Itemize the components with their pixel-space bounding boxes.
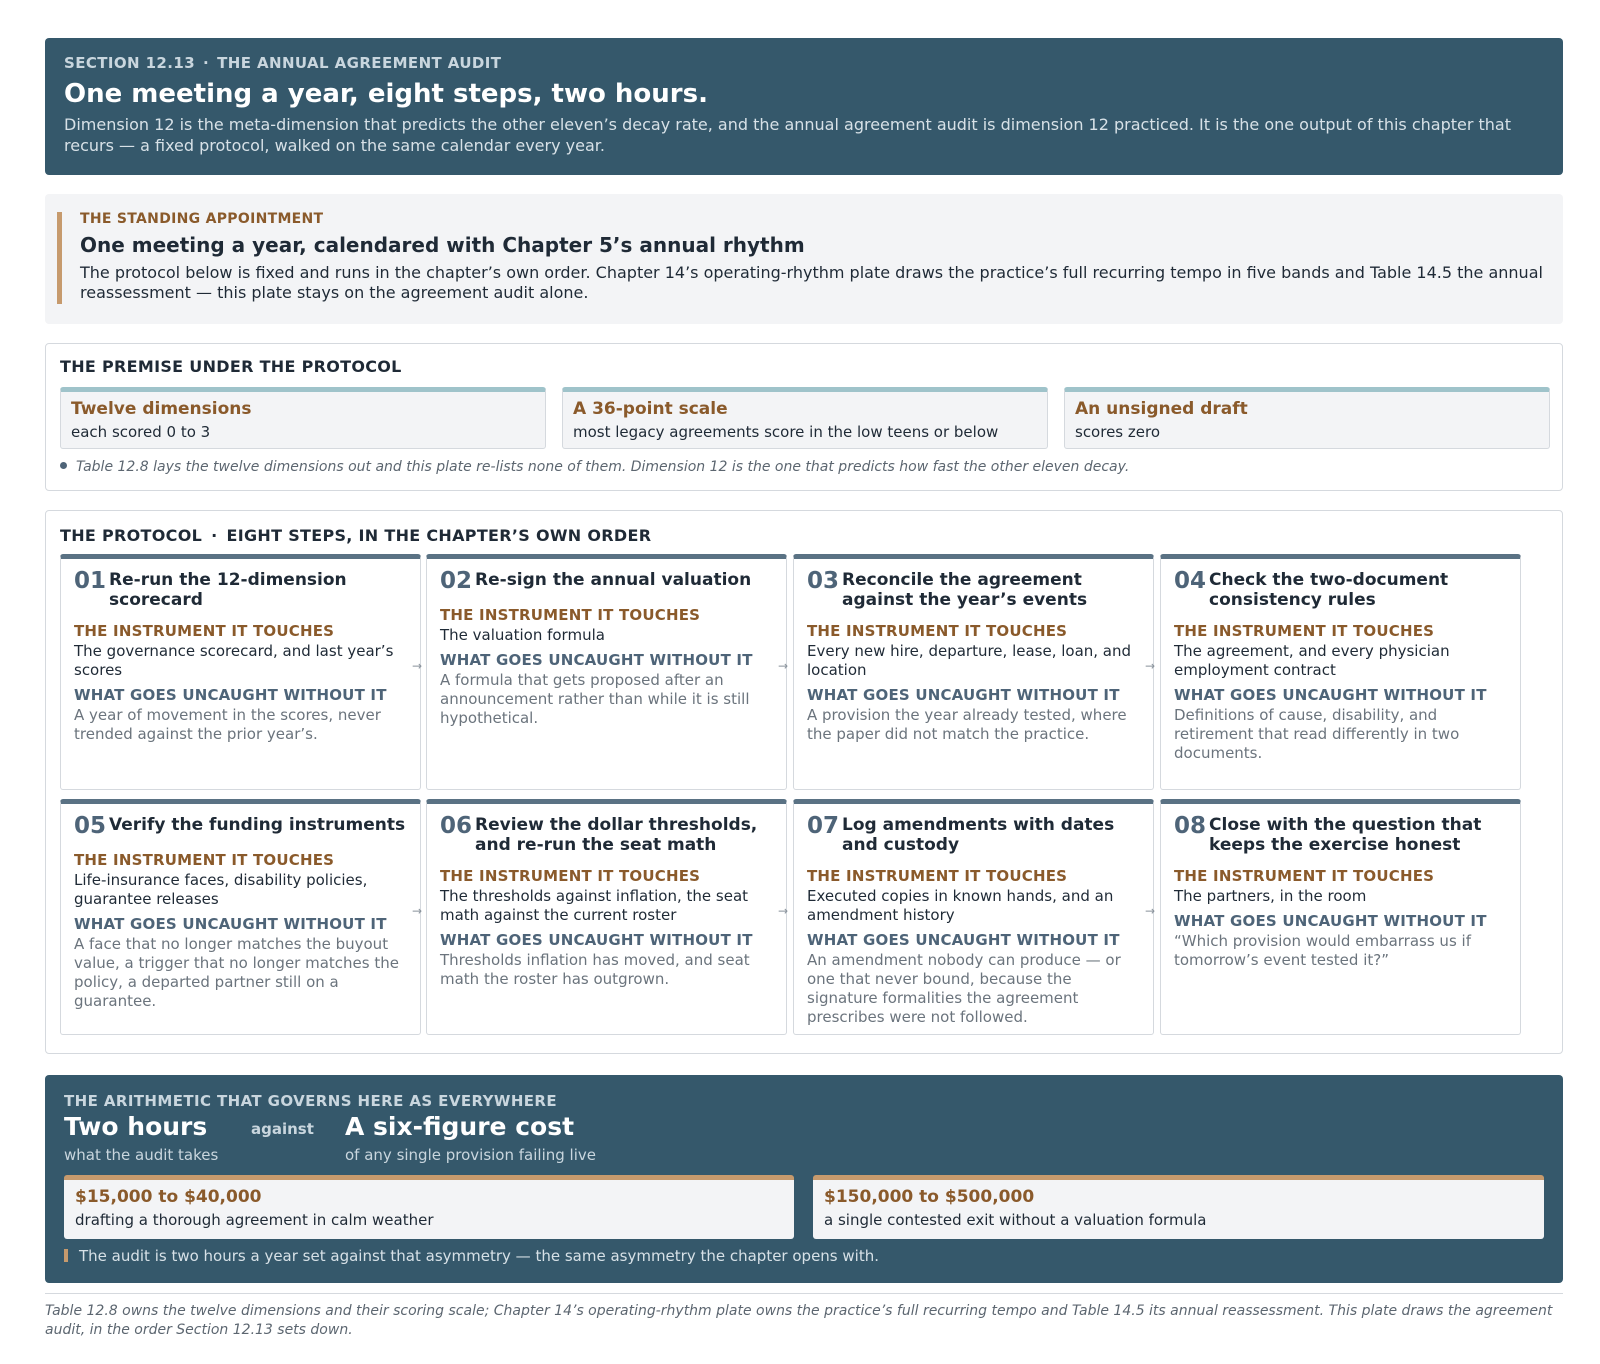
instrument-text: The valuation formula (440, 626, 605, 644)
premise-title: THE PREMISE UNDER THE PROTOCOL (60, 357, 402, 376)
instrument-text: The governance scorecard, and last year’s scores (74, 642, 394, 679)
uncaught-text: Definitions of cause, disability, and retirement that read differently in two documents. (1174, 706, 1460, 762)
uncaught-text: A provision the year already tested, where the paper did not match the practice. (807, 706, 1127, 743)
premise-note (60, 459, 1129, 475)
step-title: Close with the question that keeps the exercise honest (1209, 815, 1482, 855)
premise-cards (60, 387, 1550, 449)
instrument-label: THE INSTRUMENT IT TOUCHES (440, 867, 701, 885)
premise-card-sub: each scored 0 to 3 (71, 423, 211, 441)
section-eyebrow (64, 54, 1544, 72)
instrument-label: THE INSTRUMENT IT TOUCHES (807, 622, 1068, 640)
arrow-right-icon: → (778, 659, 789, 673)
step-number: 08 (1174, 813, 1207, 839)
step-number: 07 (807, 813, 840, 839)
instrument-label: THE INSTRUMENT IT TOUCHES (1174, 867, 1435, 885)
uncaught-label: WHAT GOES UNCAUGHT WITHOUT IT (1174, 686, 1487, 704)
callout-body: The protocol below is fixed and runs in the chapter’s own order. Chapter 14’s operating-rhythm plate draws the practice’s full recurring tempo in five bands and Table 14.5 the annual reassessment — this plate stays on the agreement audit alone. (80, 263, 1543, 302)
dot-bullet-icon (60, 462, 67, 469)
footer-divider (45, 1293, 1563, 1294)
arithmetic-note-text: The audit is two hours a year set against that asymmetry — the same asymmetry the chapter opens with. (79, 1247, 879, 1265)
protocol-title-main: THE PROTOCOL (60, 526, 203, 545)
uncaught-text: A year of movement in the scores, never trended against the prior year’s. (74, 706, 381, 743)
instrument-text: The thresholds against inflation, the seat math against the current roster (440, 887, 749, 924)
step-number: 02 (440, 568, 473, 594)
arrow-right-icon: → (778, 904, 789, 918)
step-head (807, 568, 1140, 610)
step-number: 05 (74, 813, 107, 839)
step-card (793, 799, 1154, 1035)
premise-card (60, 387, 546, 449)
step-head (1174, 568, 1507, 610)
step-head (440, 568, 773, 594)
instrument-label: THE INSTRUMENT IT TOUCHES (440, 606, 701, 624)
arithmetic-note (64, 1247, 879, 1265)
instrument-label: THE INSTRUMENT IT TOUCHES (74, 622, 335, 640)
standing-appointment-callout (45, 194, 1563, 324)
arithmetic-panel (45, 1075, 1563, 1283)
protocol-title-sub: EIGHT STEPS, IN THE CHAPTER’S OWN ORDER (226, 526, 652, 545)
uncaught-label: WHAT GOES UNCAUGHT WITHOUT IT (440, 651, 753, 669)
arrow-right-icon: → (412, 904, 423, 918)
step-number: 06 (440, 813, 473, 839)
arithmetic-right-big: A six-figure cost (345, 1112, 575, 1141)
uncaught-text: Thresholds inflation has moved, and seat math the roster has outgrown. (440, 951, 750, 988)
separator-dot: · (211, 526, 218, 545)
step-card (793, 554, 1154, 790)
uncaught-label: WHAT GOES UNCAUGHT WITHOUT IT (807, 686, 1120, 704)
arithmetic-connector: against (251, 1120, 314, 1138)
step-title: Re-sign the annual valuation (475, 570, 752, 590)
step-title: Reconcile the agreement against the year’s events (842, 570, 1088, 610)
step-head (1174, 813, 1507, 855)
step-title: Verify the funding instruments (109, 815, 406, 835)
instrument-label: THE INSTRUMENT IT TOUCHES (807, 867, 1068, 885)
step-title: Check the two-document consistency rules (1209, 570, 1449, 610)
uncaught-label: WHAT GOES UNCAUGHT WITHOUT IT (74, 686, 387, 704)
separator-dot: · (203, 54, 210, 72)
step-card (1160, 799, 1521, 1035)
callout-title: One meeting a year, calendared with Chapter 5’s annual rhythm (80, 233, 805, 257)
premise-card-title: A 36-point scale (573, 399, 728, 419)
step-card (1160, 554, 1521, 790)
protocol-panel (45, 510, 1563, 1054)
arrow-right-icon: → (412, 659, 423, 673)
header-lede: Dimension 12 is the meta-dimension that predicts the other eleven’s decay rate, and the annual agreement audit is dimension 12 practiced. It is the one output of this chapter that recurs — a fixed protocol, walked on the same calendar every year. (64, 115, 1511, 155)
step-card (60, 799, 421, 1035)
premise-note-text: Table 12.8 lays the twelve dimensions out and this plate re-lists none of them. Dimension 12 is the one that predicts how fast the other eleven decay. (76, 459, 1130, 475)
step-number: 04 (1174, 568, 1207, 594)
page-title: One meeting a year, eight steps, two hours. (64, 79, 708, 109)
uncaught-label: WHAT GOES UNCAUGHT WITHOUT IT (440, 931, 753, 949)
cost-card-title: $15,000 to $40,000 (75, 1187, 262, 1207)
instrument-text: The agreement, and every physician employment contract (1174, 642, 1450, 679)
step-head (440, 813, 773, 855)
step-card (426, 554, 787, 790)
arrow-right-icon: → (1145, 659, 1156, 673)
header-banner (45, 38, 1563, 175)
step-title: Review the dollar thresholds, and re-run the seat math (475, 815, 758, 855)
section-label: SECTION 12.13 (64, 54, 196, 72)
callout-accent-bar (57, 212, 62, 304)
arrow-right-icon: → (1145, 904, 1156, 918)
section-topic: THE ANNUAL AGREEMENT AUDIT (217, 54, 502, 72)
arithmetic-left-sub: what the audit takes (64, 1146, 219, 1164)
callout-label: THE STANDING APPOINTMENT (80, 211, 324, 227)
step-head (74, 568, 407, 610)
step-title: Log amendments with dates and custody (842, 815, 1115, 855)
premise-card-sub: most legacy agreements score in the low teens or below (573, 423, 999, 441)
step-title: Re-run the 12-dimension scorecard (109, 570, 347, 610)
arithmetic-right-sub: of any single provision failing live (345, 1146, 596, 1164)
footer-note: Table 12.8 owns the twelve dimensions and their scoring scale; Chapter 14’s operating-rhythm plate owns the practice’s full recurring tempo and Table 14.5 its annual reassessment. This plate draws the agreement audit, in the order Section 12.13 sets down. (45, 1303, 1553, 1338)
cost-card (64, 1175, 794, 1239)
instrument-text: Life-insurance faces, disability policies, guarantee releases (74, 871, 368, 908)
protocol-title (60, 526, 651, 545)
uncaught-label: WHAT GOES UNCAUGHT WITHOUT IT (74, 915, 387, 933)
uncaught-label: WHAT GOES UNCAUGHT WITHOUT IT (1174, 912, 1487, 930)
premise-card-sub: scores zero (1075, 423, 1161, 441)
step-head (74, 813, 407, 839)
uncaught-text: “Which provision would embarrass us if tomorrow’s event tested it?” (1174, 932, 1471, 969)
step-head (807, 813, 1140, 855)
step-card (426, 799, 787, 1035)
uncaught-text: An amendment nobody can produce — or one that never bound, because the signature formalities the agreement prescribes were not followed. (807, 951, 1121, 1026)
premise-card-title: Twelve dimensions (71, 399, 252, 419)
instrument-label: THE INSTRUMENT IT TOUCHES (1174, 622, 1435, 640)
instrument-text: Every new hire, departure, lease, loan, and location (807, 642, 1132, 679)
arithmetic-left-big: Two hours (64, 1112, 208, 1141)
uncaught-text: A face that no longer matches the buyout value, a trigger that no longer matches the policy, a departed partner still on a guarantee. (74, 935, 399, 1010)
instrument-text: Executed copies in known hands, and an amendment history (807, 887, 1114, 924)
instrument-label: THE INSTRUMENT IT TOUCHES (74, 851, 335, 869)
step-number: 03 (807, 568, 840, 594)
step-number: 01 (74, 568, 107, 594)
premise-panel (45, 343, 1563, 491)
premise-card (1064, 387, 1550, 449)
cost-card-title: $150,000 to $500,000 (824, 1187, 1035, 1207)
premise-card-title: An unsigned draft (1075, 399, 1248, 419)
bar-marker-icon (64, 1249, 68, 1262)
premise-card (562, 387, 1048, 449)
cost-card-sub: a single contested exit without a valuation formula (824, 1211, 1207, 1229)
uncaught-label: WHAT GOES UNCAUGHT WITHOUT IT (807, 931, 1120, 949)
uncaught-text: A formula that gets proposed after an announcement rather than while it is still hypothetical. (440, 671, 750, 727)
cost-card (813, 1175, 1544, 1239)
instrument-text: The partners, in the room (1174, 887, 1367, 905)
cost-card-sub: drafting a thorough agreement in calm weather (75, 1211, 434, 1229)
step-card (60, 554, 421, 790)
arithmetic-eyebrow: THE ARITHMETIC THAT GOVERNS HERE AS EVERYWHERE (64, 1092, 558, 1110)
